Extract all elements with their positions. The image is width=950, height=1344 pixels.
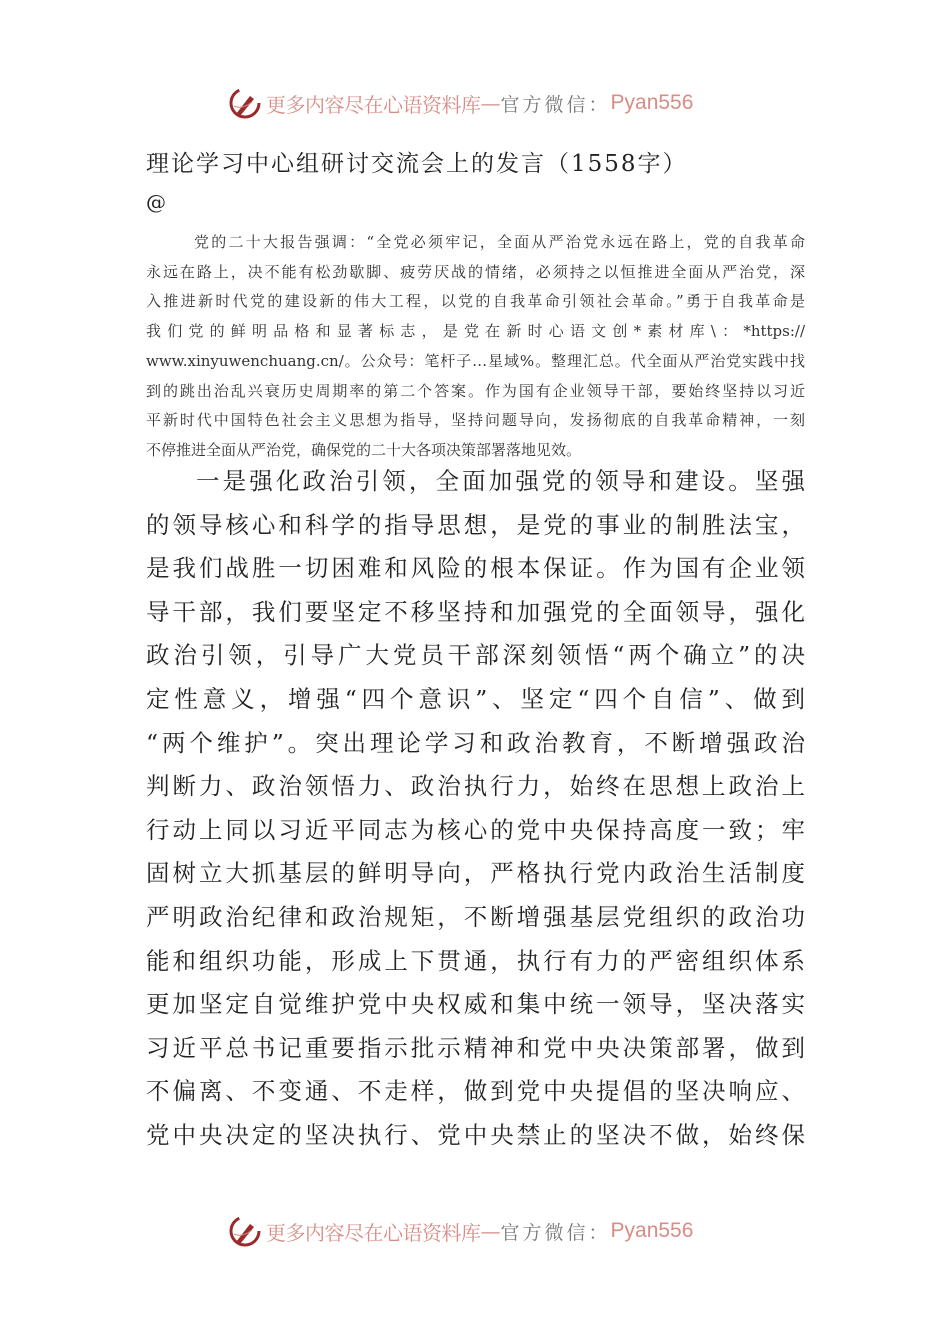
- body-line: 固树立大抓基层的鲜明导向，严格执行党内政治生活制度: [146, 859, 805, 888]
- banner-wechat-label: 官方微信：: [500, 93, 611, 116]
- body-line: 能和组织功能，形成上下贯通，执行有力的严密组织体系: [146, 946, 805, 975]
- intro-line: 我们党的鲜明品格和显著标志，是党在新时心语文创*素材库\：*https://: [146, 322, 805, 341]
- intro-line: 党的二十大报告强调：“全党必须牢记，全面从严治党永远在路上，党的自我革命: [194, 233, 805, 251]
- intro-line: 永远在路上，决不能有松劲歇脚、疲劳厌战的情绪，必须持之以恒推进全面从严治党，深: [146, 262, 805, 281]
- banner-wechat-id: Pyan556: [610, 1219, 694, 1242]
- banner-text: 更多内容尽在心语资料库: [266, 92, 481, 117]
- banner-dash: —: [480, 1219, 501, 1243]
- banner-wechat-label: 官方微信：: [500, 1221, 611, 1244]
- body-line: 党中央决定的坚决执行、党中央禁止的坚决不做，始终保: [146, 1120, 805, 1149]
- intro-line: 到的跳出治乱兴衰历史周期率的第二个答案。作为国有企业领导干部，要始终坚持以习近: [146, 381, 805, 400]
- footer-watermark-banner: [228, 1213, 708, 1249]
- body-line: 更加坚定自觉维护党中央权威和集中统一领导，坚决落实: [146, 990, 805, 1019]
- intro-paragraph: [146, 228, 805, 466]
- body-line: 政治引领，引导广大党员干部深刻领悟“两个确立”的决: [146, 641, 805, 670]
- body-line: 定性意义，增强“四个意识”、坚定“四个自信”、做到: [146, 684, 805, 713]
- intro-line: www.xinyuwenchuang.cn/。公众号：笔杆子…星域%。整理汇总。代全面从严治党实践中找: [146, 351, 805, 370]
- body-line: 是我们战胜一切困难和风险的根本保证。作为国有企业领: [146, 554, 805, 583]
- body-line: 行动上同以习近平同志为核心的党中央保持高度一致；牢: [146, 815, 805, 844]
- document-title: 理论学习中心组研讨交流会上的发言（1558字）: [146, 151, 688, 177]
- banner-text: 更多内容尽在心语资料库: [266, 1220, 481, 1245]
- quill-logo-icon: [228, 86, 262, 120]
- body-paragraph: [146, 460, 805, 1158]
- intro-line: 平新时代中国特色社会主义思想为指导，坚持问题导向，发扬彻底的自我革命精神，一刻: [146, 411, 805, 430]
- body-line: 严明政治纪律和政治规矩，不断增强基层党组织的政治功: [146, 902, 805, 931]
- header-watermark-banner: [228, 85, 708, 121]
- body-line: 的领导核心和科学的指导思想，是党的事业的制胜法宝，: [146, 510, 805, 539]
- body-line: 判断力、政治领悟力、政治执行力，始终在思想上政治上: [146, 772, 805, 801]
- body-line: “两个维护”。突出理论学习和政治教育，不断增强政治: [146, 728, 805, 757]
- body-line: 不偏离、不变通、不走样，做到党中央提倡的坚决响应、: [146, 1077, 805, 1106]
- banner-wechat-id: Pyan556: [610, 91, 694, 114]
- banner-dash: —: [480, 91, 501, 115]
- body-line: 习近平总书记重要指示批示精神和党中央决策部署，做到: [146, 1033, 805, 1062]
- body-line: 导干部，我们要坚定不移坚持和加强党的全面领导，强化: [146, 597, 805, 626]
- body-line: 一是强化政治引领，全面加强党的领导和建设。坚强: [196, 467, 805, 495]
- intro-line: 不停推进全面从严治党，确保党的二十大各项决策部署落地见效。: [146, 440, 582, 459]
- intro-line: 入推进新时代党的建设新的伟大工程，以党的自我革命引领社会革命。”勇于自我革命是: [146, 292, 805, 311]
- quill-logo-icon: [228, 1214, 262, 1248]
- symbol-mark: @: [146, 190, 166, 214]
